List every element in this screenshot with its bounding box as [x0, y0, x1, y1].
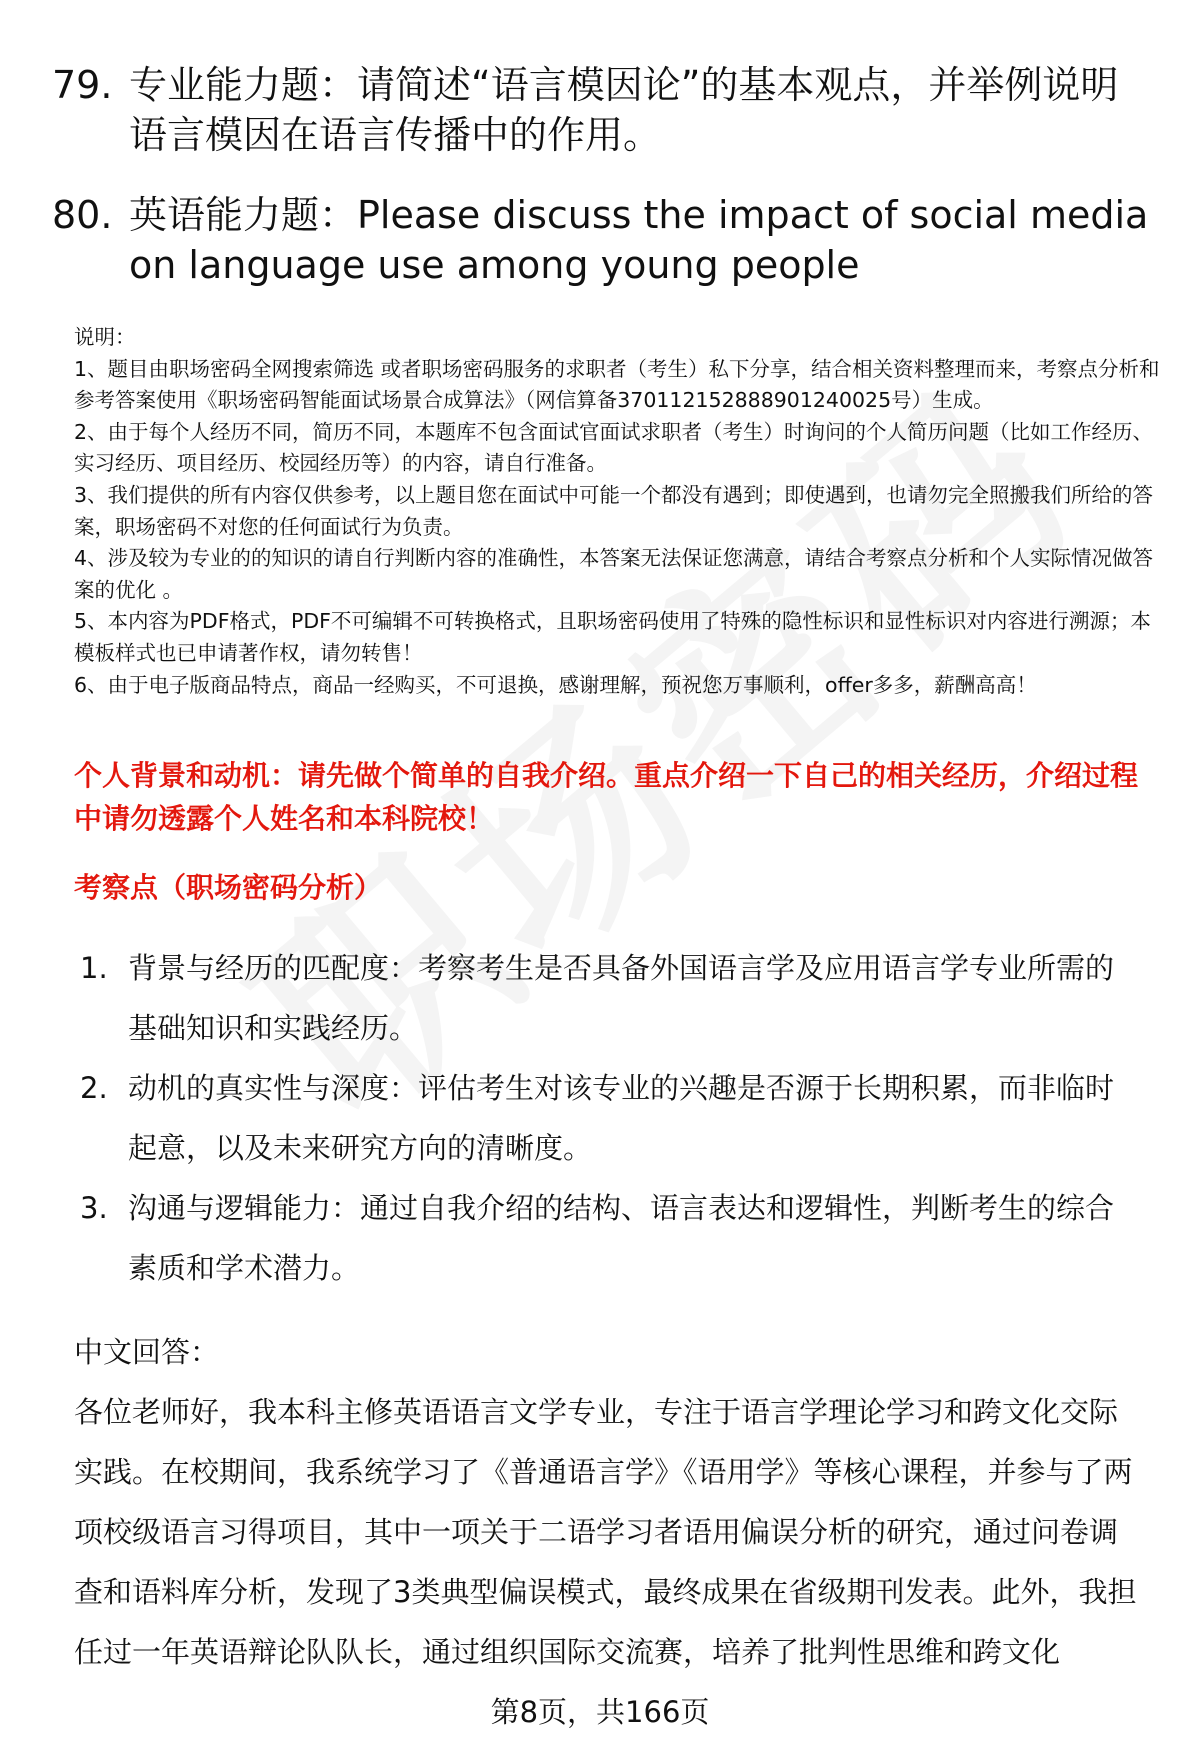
note-item: 3、我们提供的所有内容仅供参考，以上题目您在面试中可能一个都没有遇到；即使遇到，也请勿完全照搬我们所给的答案，职场密码不对您的任何面试行为负责。 — [74, 482, 1154, 539]
question-number: 80. — [52, 193, 113, 237]
note-item: 2、由于每个人经历不同，简历不同，本题库不包含面试官面试求职者（考生）时询问的个人简历问题（比如工作经历、实习经历、项目经历、校园经历等）的内容，请自行准备。 — [74, 419, 1154, 476]
note-item: 1、题目由职场密码全网搜索筛选 或者职场密码服务的求职者（考生）私下分享，结合相关资料整理而来，考察点分析和参考答案使用《职场密码智能面试场景合成算法》（网信算备370112152888901240025号）生成。 — [74, 356, 1160, 413]
note-item: 4、涉及较为专业的的知识的请自行判断内容的准确性，本答案无法保证您满意，请结合考察点分析和个人实际情况做答案的优化 。 — [74, 546, 1154, 602]
analysis-title: 考察点（职场密码分析） — [74, 871, 383, 904]
question-79 — [52, 60, 1152, 160]
question-80 — [52, 190, 1152, 290]
notes-title: 说明： — [74, 325, 136, 349]
note-item: 5、本内容为PDF格式，PDF不可编辑不可转换格式，且职场密码使用了特殊的隐性标识和显性标识对内容进行溯源；本模板样式也已申请著作权，请勿转售！ — [74, 609, 1151, 665]
note-item: 6、由于电子版商品特点，商品一经购买，不可退换，感谢理解，预祝您万事顺利，offer多多，薪酬高高！ — [74, 672, 1037, 697]
answer-text: 各位老师好，我本科主修英语语言文学专业，专注于语言学理论学习和跨文化交际实践。在校期间，我系统学习了《普通语言学》《语用学》等核心课程，并参与了两项校级语言习得项目，其中一项关于二语学习者语用偏误分析的研究，通过问卷调查和语料库分析，发现了3类典型偏误模式，最终成果在省级期刊发表。此外，我担任过一年英语辩论队队长，通过组织国际交流赛，培养了批判性思维和跨文化 — [74, 1395, 1137, 1669]
list-item-number: 3. — [80, 1191, 108, 1225]
list-item-text: 背景与经历的匹配度：考察考生是否具备外国语言学及应用语言学专业所需的基础知识和实践经历。 — [128, 951, 1115, 1045]
analysis-points — [80, 938, 1140, 1298]
question-text: 英语能力题：Please discuss the impact of social media on language use among young people — [129, 193, 1149, 287]
page-footer: 第8页，共166页 — [490, 1695, 710, 1729]
list-item-text: 动机的真实性与深度：评估考生对该专业的兴趣是否源于长期积累，而非临时起意，以及未来研究方向的清晰度。 — [128, 1071, 1115, 1165]
list-item — [80, 938, 1140, 1058]
question-number: 79. — [52, 63, 113, 107]
answer-label: 中文回答： — [74, 1335, 220, 1369]
notes-block — [74, 322, 1164, 701]
list-item-number: 2. — [80, 1071, 108, 1105]
section-title: 个人背景和动机：请先做个简单的自我介绍。重点介绍一下自己的相关经历，介绍过程中请勿透露个人姓名和本科院校！ — [74, 759, 1139, 835]
list-item-text: 沟通与逻辑能力：通过自我介绍的结构、语言表达和逻辑性，判断考生的综合素质和学术潜力。 — [128, 1191, 1115, 1285]
answer-block — [74, 1322, 1144, 1682]
list-item-number: 1. — [80, 951, 108, 985]
list-item — [80, 1058, 1140, 1178]
list-item — [80, 1178, 1140, 1298]
question-text: 专业能力题：请简述“语言模因论”的基本观点，并举例说明语言模因在语言传播中的作用。 — [129, 63, 1119, 157]
